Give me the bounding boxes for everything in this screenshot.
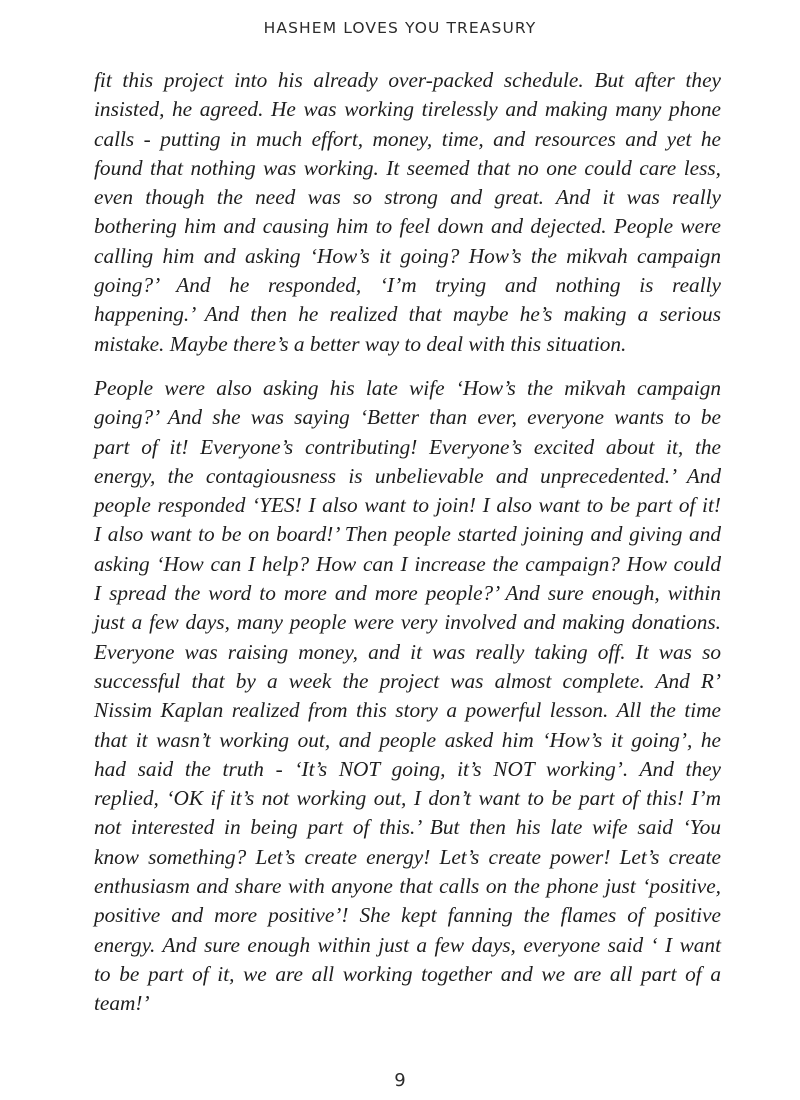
text-line: bothering him and causing him to feel down and dejected. People were (94, 214, 721, 239)
text-line: team!’ (94, 991, 150, 1016)
paragraph (94, 374, 721, 1019)
text-line: found that nothing was working. It seemed that no one could care less, (94, 155, 721, 180)
text-line: positive and more positive’! She kept fanning the flames of positive (94, 903, 721, 928)
text-line: Everyone was raising money, and it was really taking off. It was so (94, 639, 721, 664)
text-line: insisted, he agreed. He was working tirelessly and making many phone (94, 97, 721, 122)
text-line: part of it! Everyone’s contributing! Everyone’s excited about it, the (94, 434, 721, 459)
text-line: to be part of it, we are all working together and we are all part of a (94, 961, 721, 986)
text-line: enthusiasm and share with anyone that calls on the phone just ‘positive, (94, 874, 721, 899)
running-header-title: HASHEM LOVES YOU TREASURY (263, 19, 537, 37)
text-line: replied, ‘OK if it’s not working out, I don’t want to be part of this! I’m (94, 786, 721, 811)
text-line: calling him and asking ‘How’s it going? How’s the mikvah campaign (94, 243, 721, 268)
text-line: fit this project into his already over-packed schedule. But after they (94, 68, 721, 92)
text-line: people responded ‘YES! I also want to join! I also want to be part of it! (94, 493, 721, 518)
paragraph (94, 66, 721, 359)
text-line: energy, the contagiousness is unbelievable and unprecedented.’ And (94, 463, 721, 488)
text-line: had said the truth - ‘It’s NOT going, it’s NOT working’. And they (94, 756, 721, 781)
text-line: going?’ And she was saying ‘Better than ever, everyone wants to be (94, 405, 721, 430)
text-line: going?’ And he responded, ‘I’m trying and nothing is really (94, 273, 721, 298)
text-line: calls - putting in much effort, money, time, and resources and yet he (94, 126, 721, 151)
text-line: just a few days, many people were very involved and making donations. (94, 610, 721, 635)
text-line: Nissim Kaplan realized from this story a powerful lesson. All the time (94, 698, 721, 723)
text-line: I also want to be on board!’ Then people started joining and giving and (94, 522, 721, 547)
text-line: asking ‘How can I help? How can I increase the campaign? How could (94, 551, 721, 576)
text-line: mistake. Maybe there’s a better way to deal with this situation. (94, 331, 627, 356)
text-line: that it wasn’t working out, and people asked him ‘How’s it going’, he (94, 727, 721, 752)
page-number: 9 (394, 1070, 406, 1091)
text-line: not interested in being part of this.’ But then his late wife said ‘You (94, 815, 721, 840)
text-line: energy. And sure enough within just a few days, everyone said ‘ I want (94, 932, 721, 957)
text-line: even though the need was so strong and great. And it was really (94, 185, 721, 210)
text-line: successful that by a week the project was almost complete. And R’ (94, 668, 721, 693)
text-line: I spread the word to more and more people?’ And sure enough, within (94, 581, 721, 606)
text-line: People were also asking his late wife ‘How’s the mikvah campaign (94, 376, 721, 400)
text-line: know something? Let’s create energy! Let’s create power! Let’s create (94, 844, 721, 869)
text-line: happening.’ And then he realized that maybe he’s making a serious (94, 302, 721, 327)
